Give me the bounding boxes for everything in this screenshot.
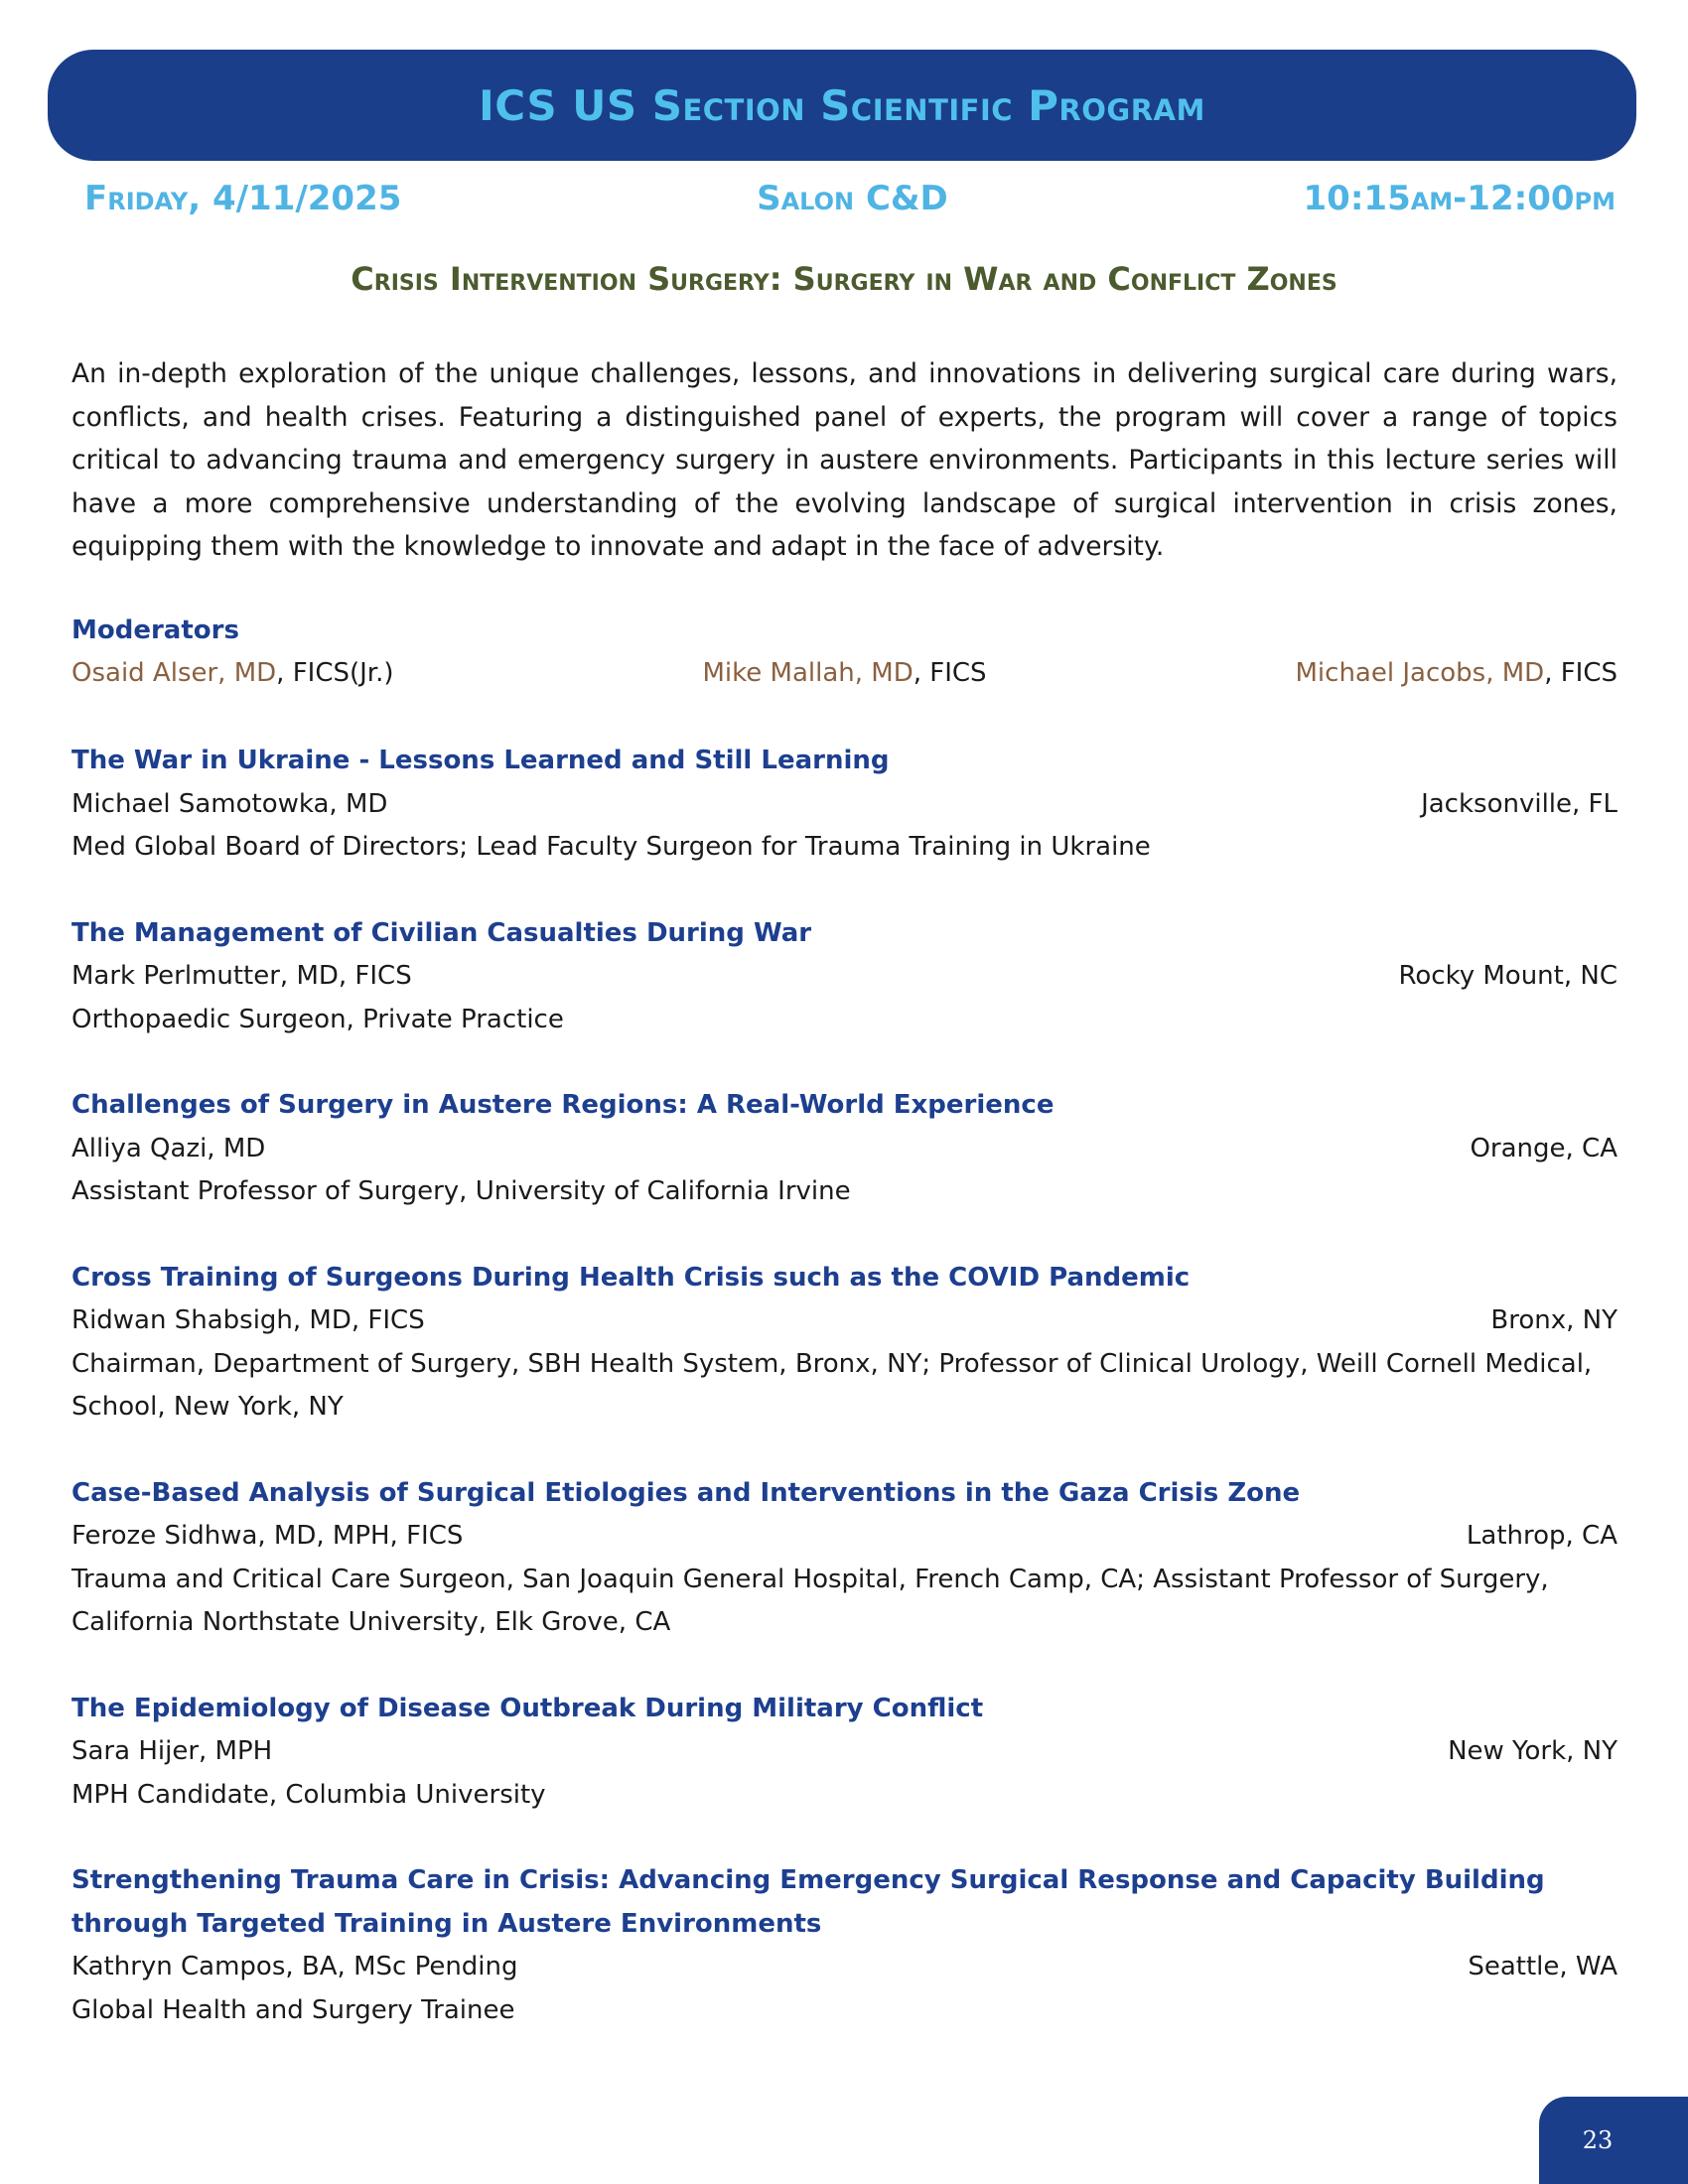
speaker-affiliation: Chairman, Department of Surgery, SBH Health System, Bronx, NY; Professor of Clinical Urology, Weill Cornell Medical, School, New York, NY bbox=[71, 1348, 1593, 1422]
moderator-credential: , FICS(Jr.) bbox=[276, 658, 394, 688]
speaker-location: New York, NY bbox=[1448, 1736, 1618, 1766]
session-room: Salon C&D bbox=[757, 179, 948, 218]
speaker-affiliation: MPH Candidate, Columbia University bbox=[71, 1779, 546, 1810]
talk-title: Cross Training of Surgeons During Health Crisis such as the COVID Pandemic bbox=[71, 1262, 1191, 1293]
session-info-row bbox=[84, 174, 1616, 223]
speaker-row bbox=[71, 1128, 1618, 1171]
speaker-row bbox=[71, 1515, 1618, 1559]
session-title: Crisis Intervention Surgery: Surgery in War and Conflict Zones bbox=[351, 260, 1337, 298]
speaker-affiliation: Assistant Professor of Surgery, University of California Irvine bbox=[71, 1176, 851, 1206]
talk-title: The Management of Civilian Casualties During War bbox=[71, 917, 812, 948]
speaker-row bbox=[71, 1946, 1618, 1989]
banner-title: ICS US Section Scientific Program bbox=[479, 80, 1205, 130]
moderator-name: Michael Jacobs, MD bbox=[1295, 658, 1545, 688]
speaker-row bbox=[71, 955, 1618, 999]
moderator-name: Osaid Alser, MD bbox=[71, 658, 277, 688]
talk-title: Challenges of Surgery in Austere Regions: A Real-World Experience bbox=[71, 1090, 1055, 1120]
talk-item bbox=[71, 1084, 1618, 1214]
speaker-location: Lathrop, CA bbox=[1466, 1521, 1618, 1551]
talk-title: The War in Ukraine - Lessons Learned and Still Learning bbox=[71, 746, 890, 775]
talk-title: Case-Based Analysis of Surgical Etiologies and Interventions in the Gaza Crisis Zone bbox=[71, 1477, 1301, 1508]
speaker-name: Michael Samotowka, MD bbox=[71, 788, 388, 819]
talk-item bbox=[71, 1472, 1618, 1645]
moderator bbox=[702, 652, 986, 695]
moderator bbox=[71, 652, 394, 695]
speaker-location: Jacksonville, FL bbox=[1421, 788, 1618, 819]
speaker-name: Sara Hijer, MPH bbox=[71, 1736, 273, 1766]
page-number: 23 bbox=[1582, 2126, 1614, 2154]
talk-title: The Epidemiology of Disease Outbreak During Military Conflict bbox=[71, 1693, 984, 1723]
moderator-credential: , FICS bbox=[913, 658, 987, 688]
moderators-list bbox=[71, 652, 1618, 695]
moderators-section bbox=[71, 610, 1618, 695]
session-date: Friday, 4/11/2025 bbox=[84, 179, 402, 218]
speaker-name: Alliya Qazi, MD bbox=[71, 1133, 266, 1163]
program-banner bbox=[48, 50, 1636, 161]
talk-item bbox=[71, 740, 1618, 870]
talk-item bbox=[71, 1257, 1618, 1430]
speaker-affiliation: Med Global Board of Directors; Lead Faculty Surgeon for Trauma Training in Ukraine bbox=[71, 832, 1151, 862]
talk-title: Strengthening Trauma Care in Crisis: Advancing Emergency Surgical Response and Capacity Building through Targeted Training in Austere Environments bbox=[71, 1865, 1545, 1939]
speaker-row bbox=[71, 1299, 1618, 1343]
talk-item bbox=[71, 1688, 1618, 1818]
speaker-name: Feroze Sidhwa, MD, MPH, FICS bbox=[71, 1521, 464, 1551]
moderators-heading: Moderators bbox=[71, 615, 239, 645]
speaker-affiliation: Trauma and Critical Care Surgeon, San Joaquin General Hospital, French Camp, CA; Assistant Professor of Surgery, California Northstate University, Elk Grove, CA bbox=[71, 1564, 1549, 1637]
talk-item bbox=[71, 912, 1618, 1042]
session-time: 10:15am-12:00pm bbox=[1303, 179, 1616, 218]
session-description: An in-depth exploration of the unique challenges, lessons, and innovations in delivering surgical care during wars, conflicts, and health crises. Featuring a distinguished panel of experts, the program will cover a range of topics critical to advancing trauma and emergency surgery in austere environments. Participants in this lecture series will have a more comprehensive understanding of the evolving landscape of surgical intervention in crisis zones, equipping them with the knowledge to innovate and adapt in the face of adversity. bbox=[71, 358, 1618, 562]
moderator bbox=[1296, 652, 1618, 695]
speaker-location: Seattle, WA bbox=[1468, 1952, 1618, 1981]
moderator-name: Mike Mallah, MD bbox=[702, 658, 914, 688]
speaker-name: Mark Perlmutter, MD, FICS bbox=[71, 961, 412, 991]
moderator-credential: , FICS bbox=[1544, 658, 1618, 688]
page-number-tab bbox=[1539, 2097, 1688, 2184]
speaker-affiliation: Global Health and Surgery Trainee bbox=[71, 1994, 515, 2025]
speaker-location: Bronx, NY bbox=[1490, 1305, 1618, 1335]
speaker-name: Ridwan Shabsigh, MD, FICS bbox=[71, 1305, 425, 1335]
speaker-location: Rocky Mount, NC bbox=[1398, 961, 1618, 991]
talk-item bbox=[71, 1859, 1618, 2032]
speaker-row bbox=[71, 1730, 1618, 1774]
speaker-row bbox=[71, 783, 1618, 827]
speaker-name: Kathryn Campos, BA, MSc Pending bbox=[71, 1952, 518, 1981]
speaker-affiliation: Orthopaedic Surgeon, Private Practice bbox=[71, 1004, 564, 1034]
talks-list bbox=[71, 740, 1618, 2075]
speaker-location: Orange, CA bbox=[1470, 1133, 1618, 1163]
